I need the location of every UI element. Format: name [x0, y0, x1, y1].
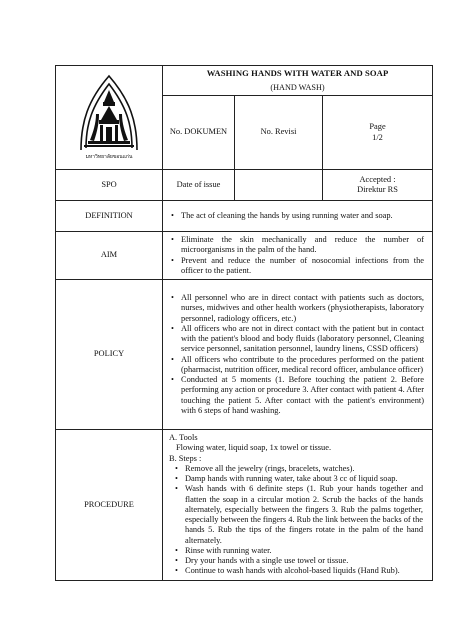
- step-item: • Damp hands with running water, take about 3 cc of liquid soap.: [185, 474, 423, 484]
- aim-label: AIM: [56, 232, 163, 280]
- policy-row: [56, 280, 433, 430]
- document-subtitle: (HAND WASH): [270, 82, 325, 92]
- step-item: • Continue to wash hands with alcohol-based liquids (Hand Rub).: [185, 566, 423, 576]
- page-cell: [323, 96, 433, 170]
- logo-cell: [56, 66, 163, 170]
- policy-item: • All officers who are not in direct contact with the patient but in contact with the patient's blood and body fluids (laboratory personnel, Cleaning service personnel, sanitation personnel, laundry linens, CSSD officers): [181, 324, 424, 355]
- title-cell: [163, 66, 433, 96]
- policy-list: [167, 293, 428, 416]
- aim-item: • Eliminate the skin mechanically and reduce the number of microorganisms in the palm of the hand.: [181, 235, 424, 256]
- document-title: WASHING HANDS WITH WATER AND SOAP: [206, 68, 389, 79]
- definition-label: DEFINITION: [56, 201, 163, 232]
- tools-text: Flowing water, liquid soap, 1x towel or tissue.: [176, 443, 332, 453]
- definition-content: [163, 201, 433, 232]
- accepted-label: Accepted :: [359, 174, 396, 184]
- policy-item: • All officers who contribute to the procedures performed on the patient (pharmacist, nutrition officer, medical record officer, ambulance officer): [181, 355, 424, 376]
- definition-list: [167, 211, 428, 221]
- aim-row: [56, 232, 433, 280]
- policy-content: [163, 280, 433, 430]
- aim-content: [163, 232, 433, 280]
- director-label: Direktur RS: [357, 185, 398, 194]
- tools-heading: A. Tools: [169, 433, 198, 442]
- date-of-issue: Date of issue: [163, 170, 235, 201]
- policy-item: • All personnel who are in direct contact with patients such as doctors, nurses, midwives and other health workers (physiotherapists, laboratory personnel, radiology officers, etc.): [181, 293, 424, 324]
- step-item: • Dry your hands with a single use towel or tissue.: [185, 556, 423, 566]
- step-item: • Remove all the jewelry (rings, bracelets, watches).: [185, 464, 423, 474]
- procedure-row: [56, 430, 433, 581]
- aim-item: • Prevent and reduce the number of nosocomial infections from the officer to the patient.: [181, 256, 424, 277]
- no-dokumen: No. DOKUMEN: [163, 96, 235, 170]
- page-value: 1/2: [372, 132, 383, 142]
- step-item: • Wash hands with 6 definite steps (1. Rub your hands together and flatten the soap in a circular motion 2. Scrub the backs of the hands alternately, especially between the fingers 3. Rub the palms together, especially between the fingers 4. Rub the link between the backs of the hands 5. Rub the tips of the fingers rotate in the palm of the hand alternately.: [185, 484, 423, 546]
- no-revisi: No. Revisi: [235, 96, 323, 170]
- accepted-cell: [323, 170, 433, 201]
- policy-label: POLICY: [56, 280, 163, 430]
- title-row: [56, 66, 433, 96]
- date-value-cell: [235, 170, 323, 201]
- logo-caption: มหาวิทยาลัยขอนแก่น: [85, 153, 133, 160]
- steps-heading: B. Steps :: [169, 453, 202, 463]
- aim-list: [167, 235, 428, 276]
- policy-item: • Conducted at 5 moments (1. Before touching the patient 2. Before performing any action or procedure 3. After contact with patient 4. After touching the patient 5. After contact with the patient's environment) with 6 steps of hand washing.: [181, 375, 424, 416]
- step-item: • Rinse with running water.: [185, 546, 423, 556]
- steps-list: [169, 464, 427, 577]
- sop-table: [55, 65, 433, 581]
- spo-label: SPO: [56, 170, 163, 201]
- spo-row: [56, 170, 433, 201]
- university-seal-icon: [76, 70, 142, 162]
- page-label: Page: [369, 122, 386, 132]
- procedure-label: PROCEDURE: [56, 430, 163, 581]
- definition-row: [56, 201, 433, 232]
- definition-item: • The act of cleaning the hands by using running water and soap.: [181, 211, 424, 221]
- procedure-content: [163, 430, 433, 581]
